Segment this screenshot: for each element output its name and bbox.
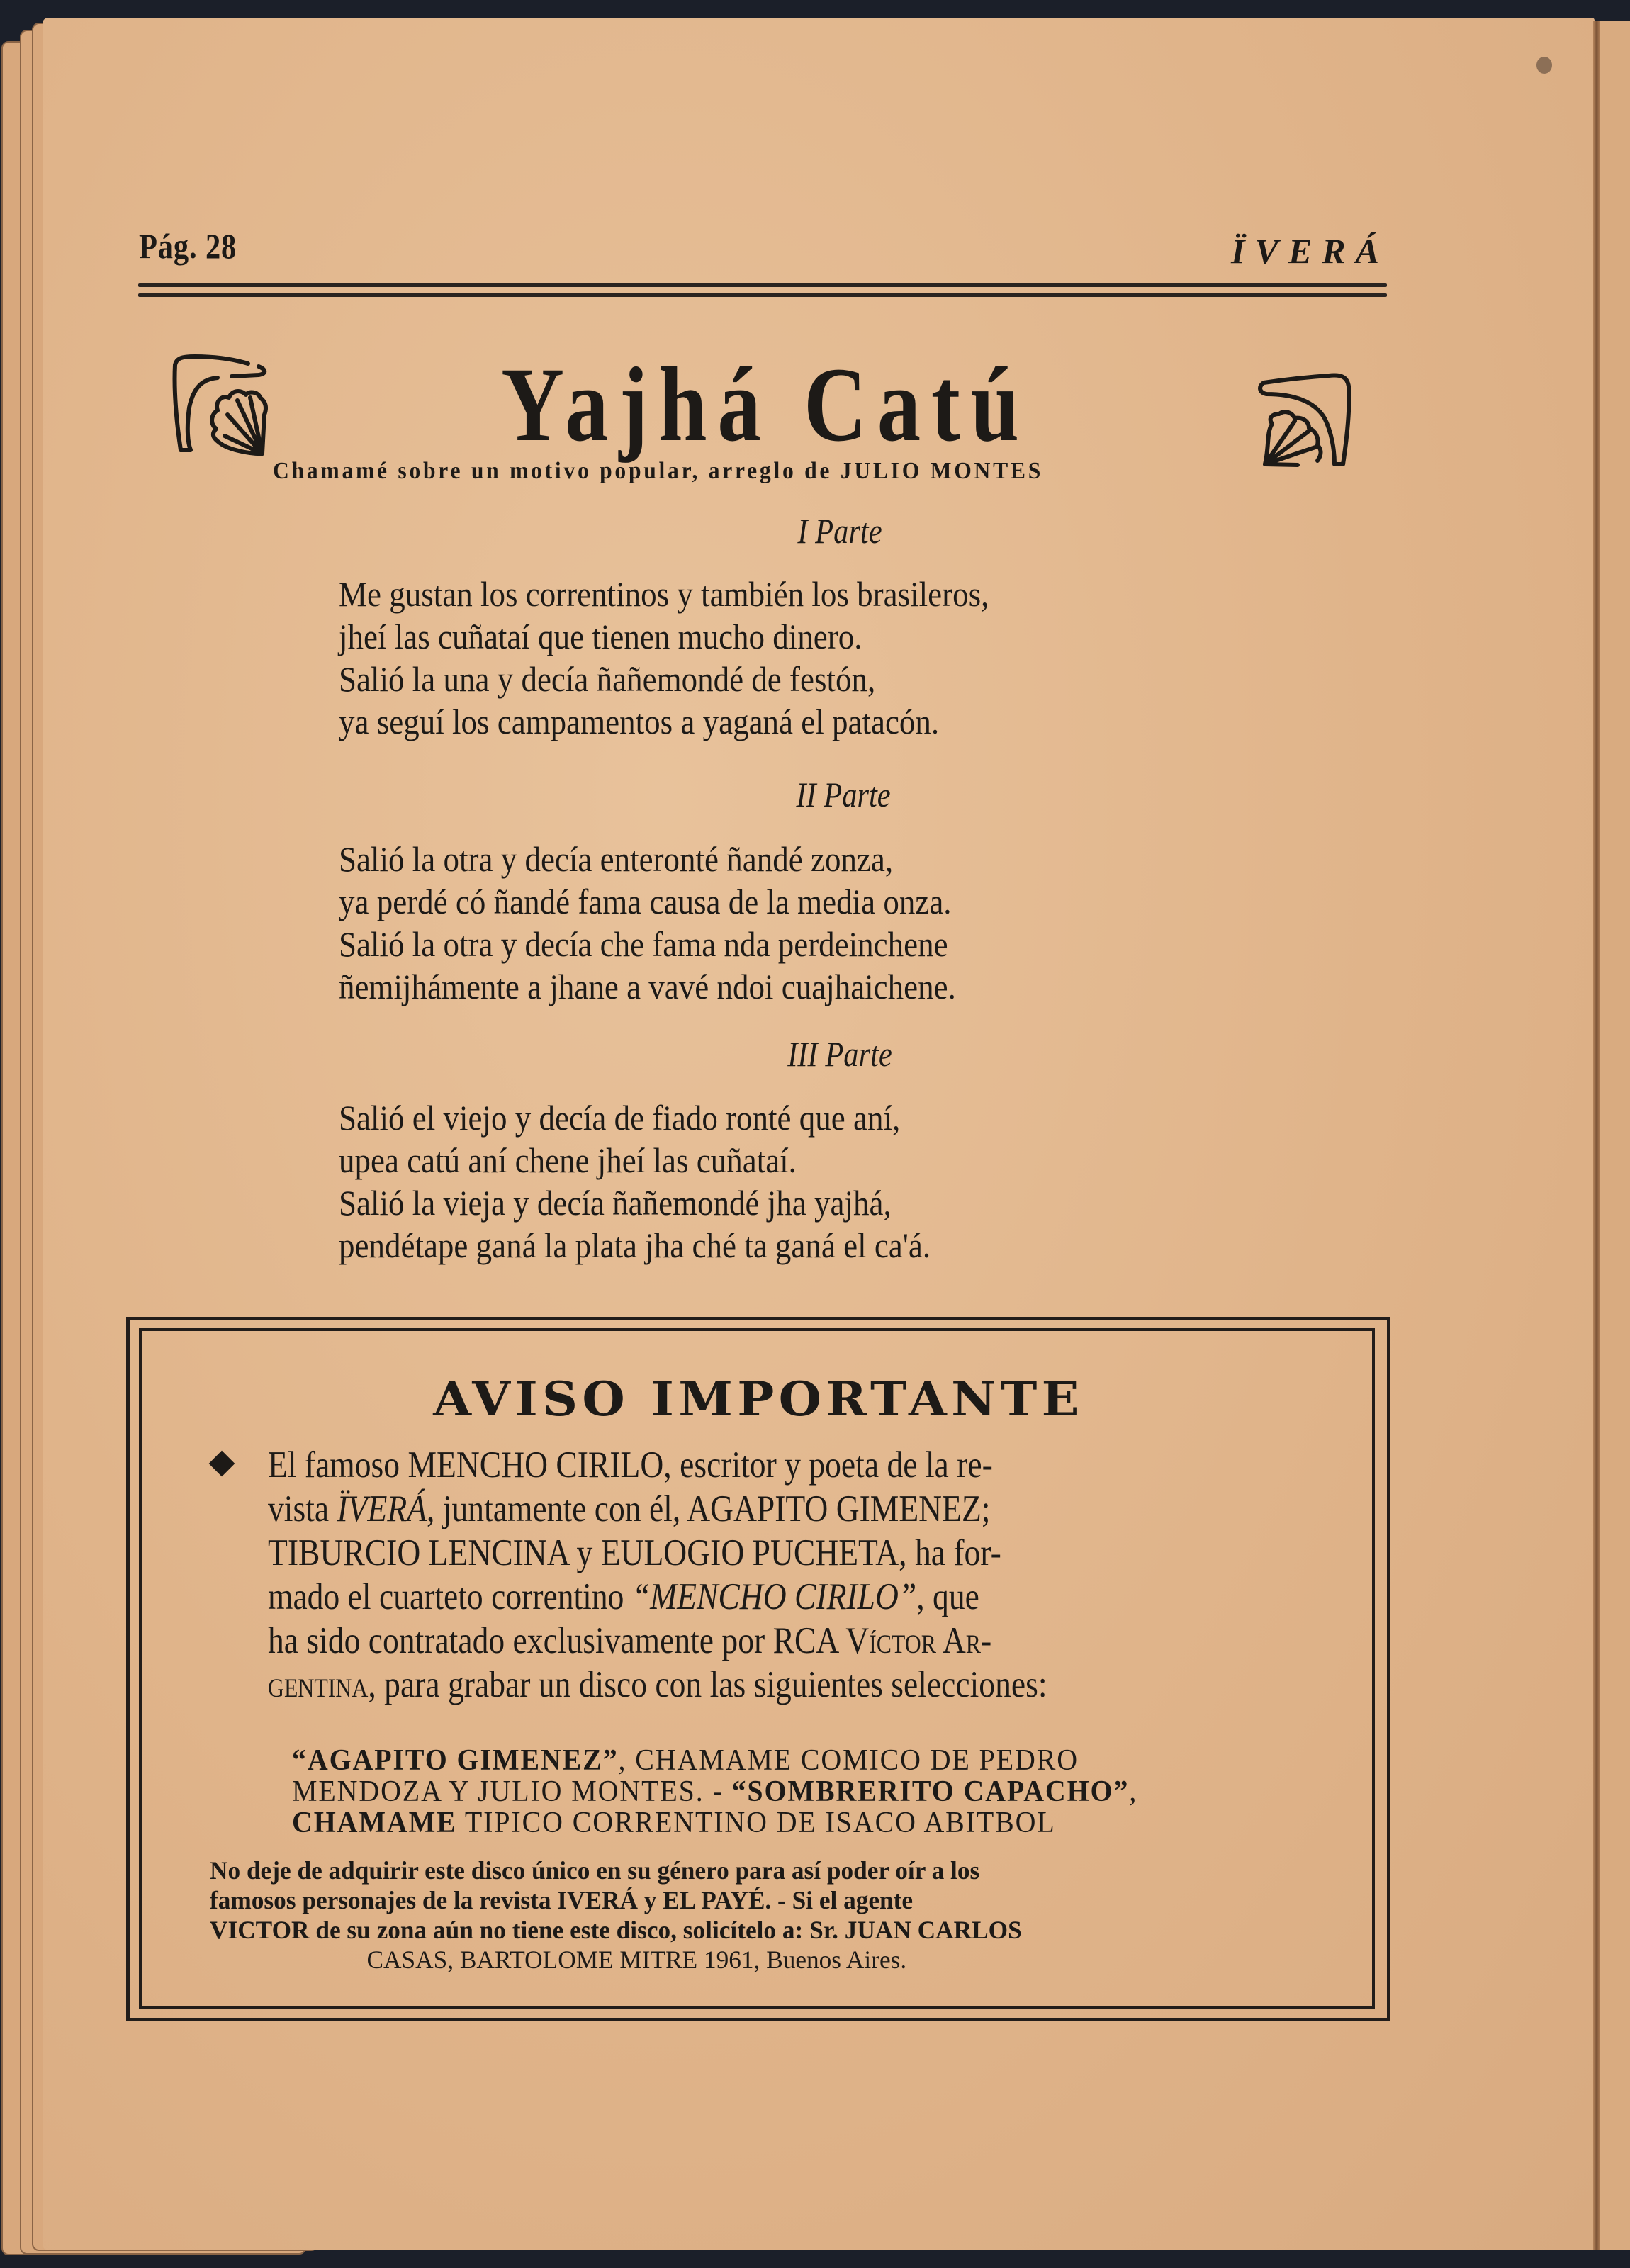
adjacent-page-edge bbox=[1600, 21, 1630, 2250]
label-name: gentina bbox=[268, 1664, 369, 1705]
text-run: , CHAMAME COMICO DE PEDRO bbox=[618, 1744, 1079, 1777]
ink-stain bbox=[1536, 57, 1552, 74]
part-heading: II Parte bbox=[796, 775, 891, 814]
shell-corner-ornament-right bbox=[1251, 361, 1357, 468]
verse-line: ya seguí los campamentos a yaganá el patacón. bbox=[339, 702, 940, 741]
verse-stanza bbox=[339, 1096, 931, 1267]
verse-line: Salió la vieja y decía ñañemondé jha yajhá, bbox=[339, 1183, 892, 1223]
verse-stanza bbox=[339, 573, 989, 743]
selections-list bbox=[292, 1745, 1137, 1838]
verse-line: Salió la otra y decía che fama nda perdeinchene bbox=[339, 924, 948, 964]
quartet-name: “MENCHO CIRILO” bbox=[631, 1576, 917, 1617]
magazine-name-inline: ÏVERÁ bbox=[337, 1488, 427, 1529]
paragraph-line bbox=[268, 1487, 1047, 1531]
shell-corner-ornament-left bbox=[167, 351, 273, 457]
verse-line: Salió la una y decía ñañemondé de festón, bbox=[339, 659, 876, 699]
text-run: mado el cuarteto correntino bbox=[268, 1576, 632, 1617]
verse-line: ya perdé có ñandé fama causa de la media onza. bbox=[339, 882, 952, 921]
text-run: MENDOZA Y JULIO MONTES. - bbox=[292, 1775, 732, 1808]
page-number: Pág. 28 bbox=[139, 226, 237, 266]
header-rule-top bbox=[138, 284, 1387, 287]
part-heading: I Parte bbox=[797, 511, 882, 551]
verse-line: pendétape ganá la plata jha ché ta ganá el ca'á. bbox=[339, 1225, 931, 1265]
label-name: Víctor Ar- bbox=[845, 1620, 992, 1661]
paragraph-line: El famoso MENCHO CIRILO, escritor y poeta de la re- bbox=[268, 1444, 993, 1486]
text-run: , que bbox=[916, 1576, 979, 1617]
selection-line bbox=[292, 1745, 1137, 1776]
notice-paragraph bbox=[268, 1443, 1047, 1707]
paragraph-line bbox=[268, 1663, 1047, 1707]
note-line: VICTOR de su zona aún no tiene este disco, solicítelo a: Sr. JUAN CARLOS bbox=[210, 1916, 1022, 1944]
note-line: famosos personajes de la revista IVERÁ y EL PAYÉ. - Si el agente bbox=[210, 1886, 914, 1914]
note-line: No deje de adquirir este disco único en su género para así poder oír a los bbox=[210, 1856, 980, 1885]
verse-line: upea catú aní chene jheí las cuñataí. bbox=[339, 1140, 797, 1180]
verse-line: Salió el viejo y decía de fiado ronté que aní, bbox=[339, 1098, 901, 1138]
selection-line bbox=[292, 1807, 1137, 1838]
verse-line: Salió la otra y decía enteronté ñandé zonza, bbox=[339, 839, 894, 879]
verse-line: jheí las cuñataí que tienen mucho dinero. bbox=[339, 617, 862, 656]
text-run: CHAMAME bbox=[292, 1807, 457, 1839]
part-heading: III Parte bbox=[787, 1034, 892, 1074]
text-run: vista bbox=[268, 1488, 337, 1529]
selection-line bbox=[292, 1776, 1137, 1807]
song-title: Yajhá Catú bbox=[501, 346, 1030, 464]
text-run: TIPICO CORRENTINO DE ISACO ABITBOL bbox=[456, 1807, 1056, 1839]
paragraph-line: TIBURCIO LENCINA y EULOGIO PUCHETA, ha for- bbox=[268, 1532, 1001, 1573]
paragraph-line bbox=[268, 1575, 1047, 1619]
page-crease bbox=[1593, 21, 1600, 2250]
header-rule-bottom bbox=[138, 293, 1387, 297]
text-run: , para grabar un disco con las siguientes selecciones: bbox=[368, 1664, 1047, 1705]
selection-title: “AGAPITO GIMENEZ” bbox=[292, 1744, 619, 1777]
note-line: CASAS, BARTOLOME MITRE 1961, Buenos Aires. bbox=[366, 1946, 907, 1974]
verse-line: Me gustan los correntinos y también los brasileros, bbox=[339, 574, 989, 614]
notice-title: AVISO IMPORTANTE bbox=[433, 1371, 1084, 1427]
paragraph-line bbox=[268, 1619, 1047, 1663]
verse-line: ñemijhámente a jhane a vavé ndoi cuajhaichene. bbox=[339, 967, 956, 1006]
text-run: , bbox=[1129, 1775, 1138, 1808]
selection-title: “SOMBRERITO CAPACHO” bbox=[731, 1775, 1130, 1808]
verse-stanza bbox=[339, 838, 956, 1008]
text-run: ha sido contratado exclusivamente por RCA bbox=[268, 1620, 846, 1661]
magazine-name: ÏVERÁ bbox=[1231, 231, 1389, 271]
text-run: , juntamente con él, AGAPITO GIMENEZ; bbox=[427, 1488, 991, 1529]
closing-note bbox=[210, 1856, 1022, 1975]
song-subtitle: Chamamé sobre un motivo popular, arreglo de JULIO MONTES bbox=[273, 458, 1044, 484]
